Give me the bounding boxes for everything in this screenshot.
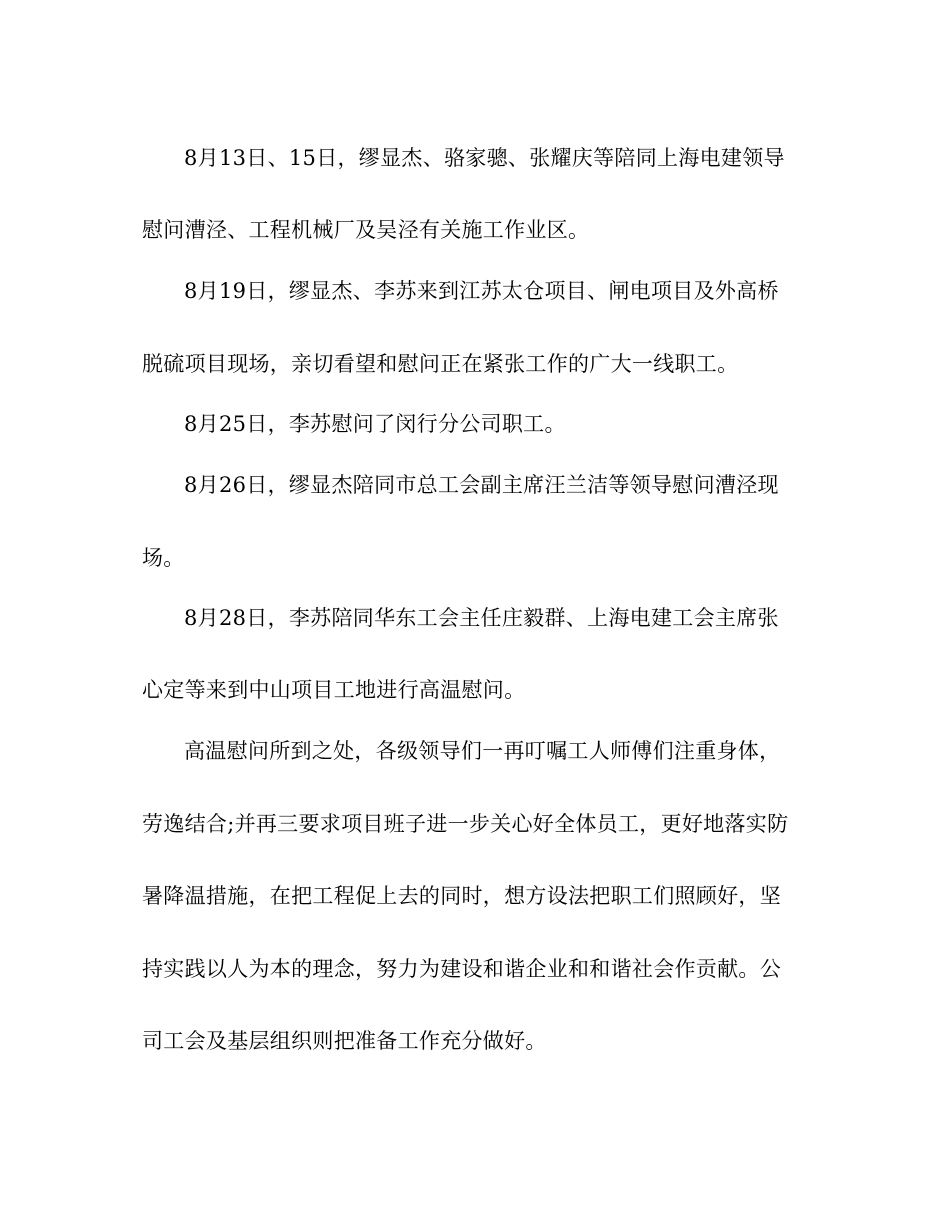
paragraph-6-line-2: 劳逸结合;并再三要求项目班子进一步关心好全体员工，更好地落实防 <box>142 812 789 836</box>
paragraph-2-line-1: 8月19日，缪显杰、李苏来到江苏太仓项目、闸电项目及外高桥 <box>184 279 779 303</box>
paragraph-3-line-1: 8月25日，李苏慰问了闵行分公司职工。 <box>184 412 566 436</box>
paragraph-6-line-5: 司工会及基层组织则把准备工作充分做好。 <box>142 1029 547 1053</box>
paragraph-5-line-2: 心定等来到中山项目工地进行高温慰问。 <box>142 678 526 702</box>
paragraph-2-line-2: 脱硫项目现场，亲切看望和慰问正在紧张工作的广大一线职工。 <box>142 352 739 376</box>
paragraph-6-line-4: 持实践以人为本的理念，努力为建设和谐企业和和谐社会作贡献。公 <box>142 957 781 981</box>
paragraph-1-line-1: 8月13日、15日，缪显杰、骆家骢、张耀庆等陪同上海电建领导 <box>184 146 785 170</box>
paragraph-6-line-1: 高温慰问所到之处，各级领导们一再叮嘱工人师傅们注重身体， <box>184 739 781 763</box>
paragraph-4-line-2: 场。 <box>142 546 185 570</box>
paragraph-6-line-3: 暑降温措施，在把工程促上去的同时，想方设法把职工们照顾好，坚 <box>142 884 781 908</box>
paragraph-4-line-1: 8月26日，缪显杰陪同市总工会副主席汪兰洁等领导慰问漕泾现 <box>184 473 779 497</box>
paragraph-5-line-1: 8月28日，李苏陪同华东工会主任庄毅群、上海电建工会主席张 <box>184 606 779 630</box>
paragraph-1-line-2: 慰问漕泾、工程机械厂及吴泾有关施工作业区。 <box>142 218 590 242</box>
